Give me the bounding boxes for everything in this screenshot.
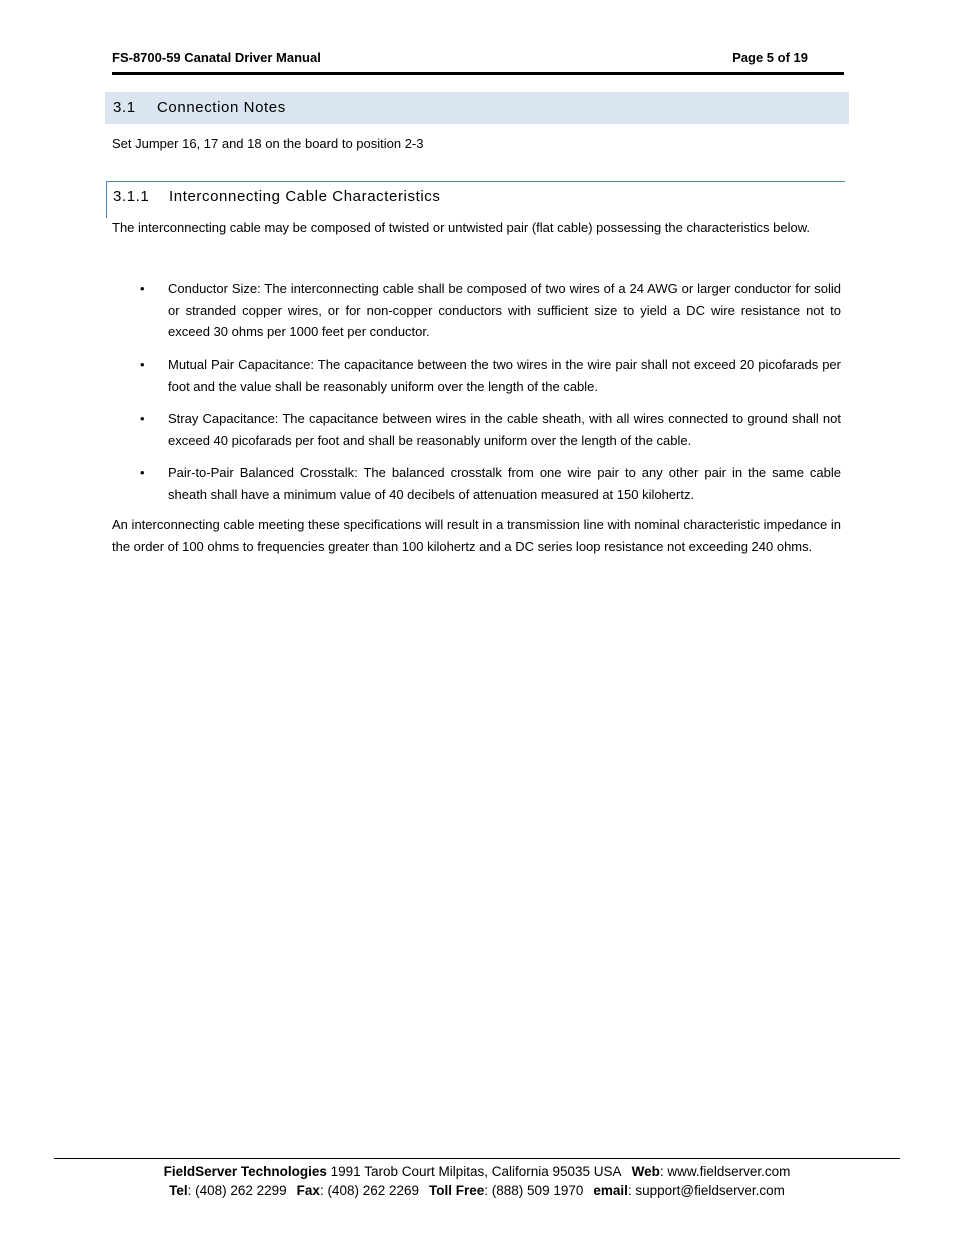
bullet-icon: •	[140, 281, 145, 296]
footer-tollfree-value: : (888) 509 1970	[484, 1183, 584, 1198]
subsection-title: Interconnecting Cable Characteristics	[169, 188, 441, 205]
list-item-text: Conductor Size: The interconnecting cable shall be composed of two wires of a 24 AWG or larger conductor for solid or stranded copper wires, or for non-copper conductors with sufficient size to yield a DC wire resistance not to exceed 30 ohms per 1000 feet per conductor.	[168, 281, 841, 340]
footer-email-link[interactable]: : support@fieldserver.com	[627, 1183, 785, 1198]
document-title: FS-8700-59 Canatal Driver Manual	[112, 50, 321, 65]
list-item-text: Stray Capacitance: The capacitance between wires in the cable sheath, with all wires connected to ground shall not exceed 40 picofarads per foot and shall be reasonably uniform over the length of the cable.	[168, 411, 841, 448]
subsection-heading-3-1-1	[106, 181, 845, 218]
footer-line-1	[54, 1162, 900, 1181]
footer-web-label: Web	[631, 1164, 660, 1179]
footer-web-link[interactable]: : www.fieldserver.com	[659, 1164, 791, 1179]
footer-tollfree-label: Toll Free	[429, 1183, 485, 1198]
intro-paragraph: The interconnecting cable may be composed of twisted or untwisted pair (flat cable) possessing the characteristics below.	[112, 220, 811, 235]
section-title: Connection Notes	[157, 99, 286, 116]
footer-line-2	[54, 1181, 900, 1200]
list-item-text: Pair-to-Pair Balanced Crosstalk: The balanced crosstalk from one wire pair to any other pair in the same cable sheath shall have a minimum value of 40 decibels of attenuation measured at 150 kilohertz.	[168, 465, 841, 502]
subsection-number: 3.1.1	[113, 188, 150, 205]
bullet-icon: •	[140, 465, 145, 480]
bullet-icon: •	[140, 411, 145, 426]
footer-address: 1991 Tarob Court Milpitas, California 95035 USA	[326, 1164, 622, 1179]
page-number: Page 5 of 19	[732, 50, 808, 65]
bullet-icon: •	[140, 357, 145, 372]
jumper-note: Set Jumper 16, 17 and 18 on the board to position 2-3	[112, 136, 424, 151]
footer-tel-label: Tel	[169, 1183, 188, 1198]
footer-email-label: email	[593, 1183, 628, 1198]
footer-tel-value: : (408) 262 2299	[187, 1183, 287, 1198]
closing-paragraph: An interconnecting cable meeting these specifications will result in a transmission line with nominal characteristic impedance in the order of 100 ohms to frequencies greater than 100 kilohertz and a DC series loop resistance not exceeding 240 ohms.	[112, 517, 841, 554]
footer-fax-value: : (408) 262 2269	[319, 1183, 420, 1198]
footer-fax-label: Fax	[296, 1183, 320, 1198]
footer-company: FieldServer Technologies	[163, 1164, 327, 1179]
footer-rule	[54, 1158, 900, 1159]
header-rule	[112, 72, 844, 75]
section-number: 3.1	[113, 99, 136, 116]
list-item-text: Mutual Pair Capacitance: The capacitance between the two wires in the wire pair shall not exceed 20 picofarads per foot and the value shall be reasonably uniform over the length of the cable.	[168, 357, 841, 394]
page-header	[112, 50, 844, 68]
section-heading-3-1	[105, 92, 849, 124]
